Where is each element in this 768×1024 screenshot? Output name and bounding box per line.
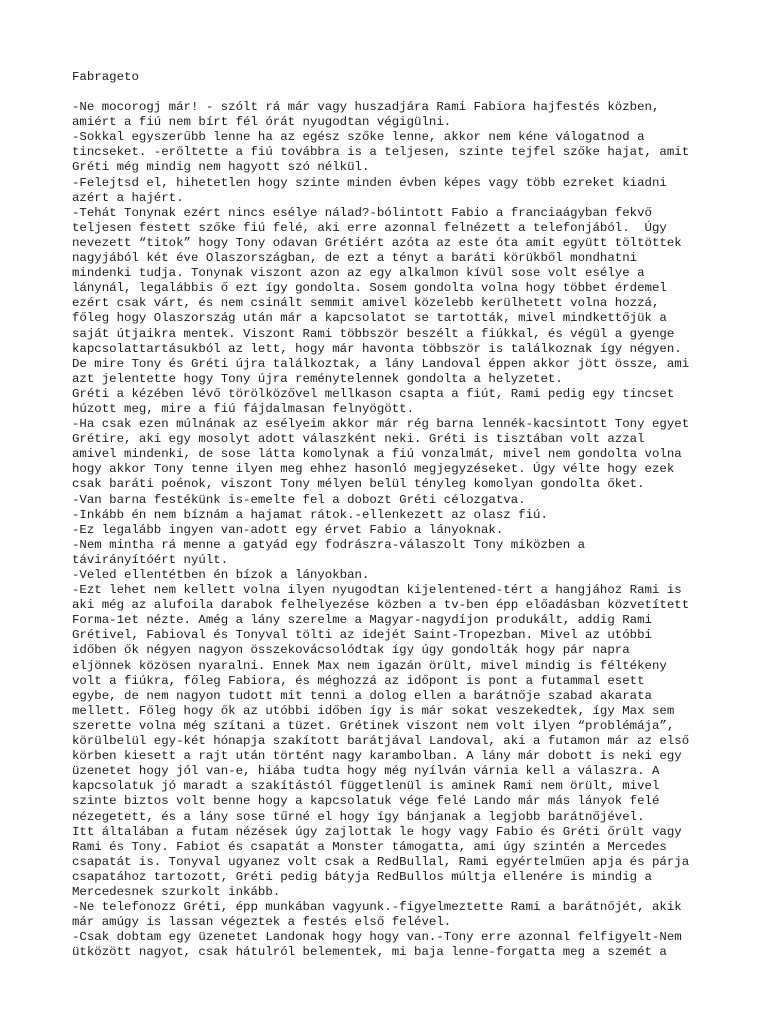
text-line: Grétivel, Fabioval és Tonyval tölti az idejét Saint-Tropezban. Mivel az utóbbi xyxy=(72,628,652,643)
text-line: -Sokkal egyszerűbb lenne ha az egész szőke lenne, akkor nem kéne válogatnod a xyxy=(72,130,645,145)
text-line: -Csak dobtam egy üzenetet Landonak hogy hogy van.-Tony erre azonnal felfigyelt-Nem xyxy=(72,930,682,945)
text-line: Rami és Tony. Fabiot és csapatát a Monster támogatta, ami úgy szintén a Mercedes xyxy=(72,839,667,854)
text-line: amiért a fiú nem bírt fél órát nyugodtan végigülni. xyxy=(72,115,452,130)
text-line: -Tehát Tonynak ezért nincs esélye nálad?-bólintott Fabio a franciaágyban fekvő xyxy=(72,205,652,220)
text-line: -Ne telefonozz Gréti, épp munkában vagyunk.-figyelmeztette Rami a barátnőjét, akik xyxy=(72,900,682,915)
text-line: Mercedesnek szurkolt inkább. xyxy=(72,884,281,899)
text-line: körben kiesett a rajt után történt nagy karambolban. A lány már dobott is neki egy xyxy=(72,749,682,764)
text-line: mindenki tudja. Tonynak viszont azon az egy alkalmon kívül sose volt esélye a xyxy=(72,266,645,281)
text-line: Gréti a kézében lévő törölközővel mellkason csapta a fiút, Rami pedig egy tincset xyxy=(72,386,675,401)
text-line: nagyjából két éve Olaszországban, de ezt a tényt a baráti körükből mondhatni xyxy=(72,251,638,266)
text-line: amivel mindenki, de sose látta komolynak a fiú vonzalmát, mivel nem gondolta volna xyxy=(72,447,682,462)
text-line: ütközött nagyot, csak hátulról belementek, mi baja lenne-forgatta meg a szemét a xyxy=(72,945,667,960)
text-line: -Ha csak ezen múlnának az esélyeim akkor már rég barna lennék-kacsintott Tony egyet xyxy=(72,417,690,432)
text-line: nézegetett, és a lány sose tűrné el hogy így bánjanak a legjobb barátnőjével. xyxy=(72,809,645,824)
text-line: üzenetet hogy jól van-e, hiába tudta hogy még nyílván várnia kell a válaszra. A xyxy=(72,764,660,779)
text-line: hogy akkor Tony tenne ilyen meg ehhez hasonló megjegyzéseket. Úgy vélte hogy ezek xyxy=(72,462,675,477)
text-line: csapatához tartozott, Gréti pedig bátyja RedBullos múltja ellenére is mindig a xyxy=(72,869,652,884)
text-line: teljesen festett szőke fiú felé, aki erre azonnal felnézett a telefonjából. Úgy xyxy=(72,220,667,235)
text-line: körülbelül egy-két hónapja szakított barátjával Landoval, aki a futamon már az első xyxy=(72,734,690,749)
document-title: Fabrageto xyxy=(72,70,139,84)
document-body xyxy=(72,100,712,960)
text-line: nevezett “titok” hogy Tony odavan Grétiért azóta az este óta amit együtt töltöttek xyxy=(72,235,682,250)
text-line: főleg hogy Olaszország után már a kapcsolatot se tartották, mivel mindkettőjük a xyxy=(72,311,667,326)
text-line: -Ne mocorogj már! - szólt rá már vagy huszadjára Rami Fabiora hajfestés közben, xyxy=(72,100,660,115)
text-line: azért a hajért. xyxy=(72,190,184,205)
text-line: -Felejtsd el, hihetetlen hogy szinte minden évben képes vagy több ezreket kiadni xyxy=(72,175,667,190)
text-line: azt jelentette hogy Tony újra reménytelennek gondolta a helyzetet. xyxy=(72,371,563,386)
text-line: lánynál, legalábbis ő ezt így gondolta. Sosem gondolta volna hogy többet érdemel xyxy=(72,281,667,296)
text-line: aki még az alufoila darabok felhelyezése közben a tv-ben épp előadásban közvetített xyxy=(72,598,690,613)
text-line: -Van barna festékünk is-emelte fel a dobozt Gréti célozgatva. xyxy=(72,492,526,507)
text-line: saját útjaikra mentek. Viszont Rami többször beszélt a fiúkkal, és végül a gyenge xyxy=(72,326,675,341)
text-line: kapcsolattartásukból az lett, hogy már havonta többször is találkoznak így négyen. xyxy=(72,341,682,356)
text-line: volt a fiúkra, főleg Fabiora, és méghozzá az időpont is pont a futammal esett xyxy=(72,673,645,688)
text-line: Gréti még mindig nem hagyott szó nélkül. xyxy=(72,160,370,175)
text-line: húzott meg, mire a fiú fájdalmasan felnyögött. xyxy=(72,401,415,416)
text-line: eljönnek közösen nyaralni. Ennek Max nem igazán örült, mivel mindig is féltékeny xyxy=(72,658,667,673)
text-line: -Inkább én nem bíznám a hajamat rátok.-ellenkezett az olasz fiú. xyxy=(72,507,548,522)
text-line: szerette volna még szítani a tüzet. Grétinek viszont nem volt ilyen “problémája”, xyxy=(72,718,675,733)
text-line: szinte biztos volt benne hogy a kapcsolatuk vége felé Lando már más lányok felé xyxy=(72,794,660,809)
text-line: egybe, de nem nagyon tudott mit tenni a dolog ellen a barátnője szabad akarata xyxy=(72,688,652,703)
text-line: tincseket. -erőltette a fiú továbbra is a teljesen, szinte tejfel szőke hajat, amit xyxy=(72,145,690,160)
document-page xyxy=(72,70,712,960)
text-line: -Ez legalább ingyen van-adott egy érvet Fabio a lányoknak. xyxy=(72,522,504,537)
text-line: csapatát is. Tonyval ugyanez volt csak a RedBullal, Rami egyértelműen apja és párja xyxy=(72,854,690,869)
text-line: mellett. Főleg hogy ők az utóbbi időben így is már sokat veszekedtek, így Max sem xyxy=(72,703,675,718)
text-line: -Nem mintha rá menne a gatyád egy fodrászra-válaszolt Tony miközben a xyxy=(72,537,586,552)
text-line: csak baráti poénok, viszont Tony mélyen belül tényleg komolyan gondolta őket. xyxy=(72,477,645,492)
text-line: időben ők négyen nagyon összekovácsolódtak így úgy gondolták hogy pár napra xyxy=(72,643,630,658)
text-line: Forma-1et nézte. Amég a lány szerelme a Magyar-nagydíjon produkált, addig Rami xyxy=(72,613,652,628)
text-line: ezért csak várt, és nem csinált semmit amivel közelebb kerülhetett volna hozzá, xyxy=(72,296,660,311)
text-line: Itt általában a futam nézések úgy zajlottak le hogy vagy Fabio és Gréti őrült vagy xyxy=(72,824,682,839)
text-line: kapcsolatuk jó maradt a szakítástól függetlenül is aminek Rami nem örült, mivel xyxy=(72,779,660,794)
text-line: Grétire, aki egy mosolyt adott válaszként neki. Gréti is tisztában volt azzal xyxy=(72,432,645,447)
text-line: távirányítóért nyúlt. xyxy=(72,552,229,567)
text-line: De mire Tony és Gréti újra találkoztak, a lány Landoval éppen akkor jött össze, ami xyxy=(72,356,690,371)
text-line: -Veled ellentétben én bízok a lányokban. xyxy=(72,568,370,582)
text-line: már amúgy is lassan végeztek a festés első felével. xyxy=(72,915,452,930)
text-line: -Ezt lehet nem kellett volna ilyen nyugodtan kijelentened-tért a hangjához Rami is xyxy=(72,583,682,598)
